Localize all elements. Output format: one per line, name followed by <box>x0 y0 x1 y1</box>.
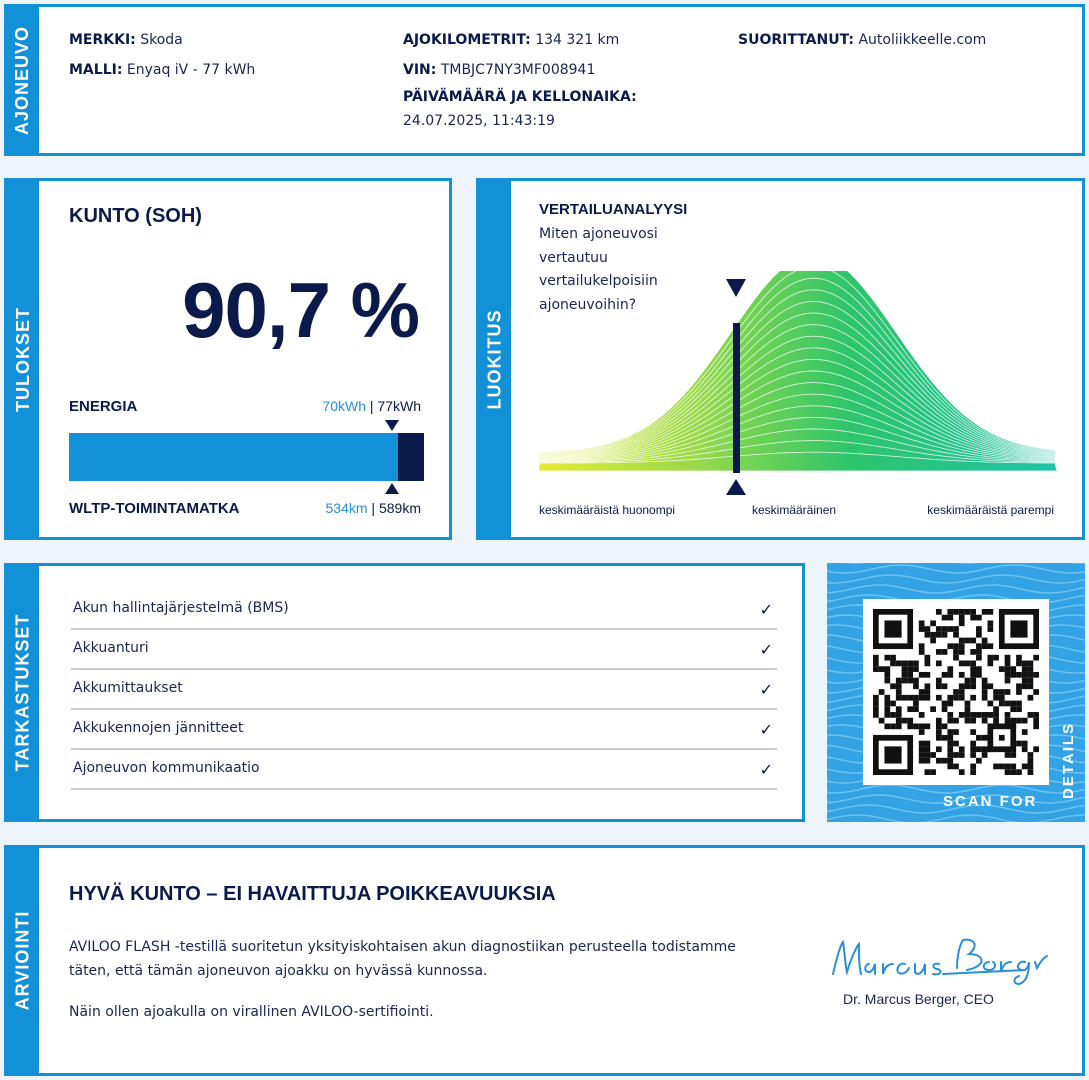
check-label: Akkukennojen jännitteet <box>73 720 244 736</box>
qr-code <box>873 609 1039 775</box>
soh-title: KUNTO (SOH) <box>69 205 202 227</box>
soh-bar-fill <box>69 433 398 481</box>
checks-section-label: TARKASTUKSET <box>12 613 33 772</box>
ranking-marker-top <box>726 279 746 297</box>
check-label: Akun hallintajärjestelmä (BMS) <box>73 600 289 616</box>
vehicle-section-label: AJONEUVO <box>12 25 33 135</box>
check-icon: ✓ <box>759 760 773 779</box>
model-field <box>69 62 255 78</box>
energy-total: 77kWh <box>377 398 421 414</box>
marker-bottom-triangle <box>385 483 399 494</box>
model-key: MALLI: <box>69 62 123 78</box>
question-line: vertautuu <box>539 249 608 266</box>
vin-key: VIN: <box>403 62 437 78</box>
vehicle-panel <box>4 4 1085 156</box>
checks-section-tab <box>7 566 39 819</box>
check-row <box>71 670 777 710</box>
signer-name: Dr. Marcus Berger, CEO <box>843 991 994 1007</box>
wave-line <box>827 815 1085 822</box>
label-below-average: keskimääräistä huonompi <box>539 503 676 517</box>
range-label: WLTP-TOIMINTAMATKA <box>69 500 240 517</box>
wave-line <box>827 575 1085 583</box>
check-icon: ✓ <box>759 640 773 659</box>
mileage-key: AJOKILOMETRIT: <box>403 32 531 48</box>
range-total: 589km <box>378 500 421 516</box>
qr-caption: SCAN FOR <box>943 793 1038 810</box>
check-label: Akkumittaukset <box>73 680 183 696</box>
soh-bar <box>69 433 424 481</box>
results-section-label: TULOKSET <box>12 306 33 412</box>
check-label: Ajoneuvon kommunikaatio <box>73 760 260 776</box>
energy-values <box>322 398 421 414</box>
certification-text: Näin ollen ajoakulla on virallinen AVILOO-sertifiointi. <box>69 1004 434 1020</box>
range-current: 534km <box>325 500 368 516</box>
check-icon: ✓ <box>759 680 773 699</box>
range-separator: | <box>367 500 379 516</box>
qr-side-caption: DETAILS <box>1060 721 1078 799</box>
label-average: keskimääräinen <box>752 503 837 517</box>
wave-line <box>827 565 1085 573</box>
check-row <box>71 710 777 750</box>
question-line: vertailukelpoisiin <box>539 273 658 289</box>
vehicle-section-tab <box>7 7 39 153</box>
wave-line <box>827 785 1085 793</box>
vin-value: TMBJC7NY3MF008941 <box>440 62 596 78</box>
check-row <box>71 750 777 790</box>
energy-separator: | <box>366 398 378 414</box>
soh-value: 90,7 % <box>182 266 419 354</box>
qr-code-frame <box>863 599 1049 785</box>
check-row <box>71 630 777 670</box>
paragraph-line: AVILOO FLASH -testillä suoritetun yksityiskohtaisen akun diagnostiikan perusteella todistamme <box>69 939 736 955</box>
ranking-title: VERTAILUANALYYSI <box>539 201 688 218</box>
results-panel <box>4 178 452 540</box>
evaluation-paragraph <box>69 935 736 983</box>
evaluation-section-tab <box>7 848 39 1073</box>
evaluation-headline: HYVÄ KUNTO – EI HAVAITTUJA POIKKEAVUUKSIA <box>69 883 556 905</box>
performed-field <box>738 32 986 48</box>
question-line: ajoneuvoihin? <box>539 296 637 313</box>
label-above-average: keskimääräistä parempi <box>927 503 1054 517</box>
ranking-marker-bottom <box>726 479 746 495</box>
wave-line <box>827 585 1085 593</box>
mileage-field <box>403 32 619 48</box>
model-value: Enyaq iV - 77 kWh <box>126 62 256 78</box>
question-line: Miten ajoneuvosi <box>539 226 658 242</box>
results-section-tab <box>7 181 39 537</box>
ranking-marker-line <box>733 323 740 473</box>
performed-value: Autoliikkeelle.com <box>858 32 987 48</box>
datetime-value: 24.07.2025, 11:43:19 <box>403 113 555 129</box>
brand-value: Skoda <box>140 32 183 48</box>
ranking-panel <box>476 178 1085 540</box>
check-label: Akkuanturi <box>73 640 149 656</box>
evaluation-section-label: ARVIOINTI <box>12 910 33 1011</box>
vin-field <box>403 62 595 78</box>
check-icon: ✓ <box>759 720 773 739</box>
mileage-value: 134 321 km <box>535 32 620 48</box>
energy-label: ENERGIA <box>69 398 138 415</box>
evaluation-panel <box>4 845 1085 1076</box>
ranking-section-label: LUOKITUS <box>484 309 505 409</box>
check-row <box>71 590 777 630</box>
distribution-curve <box>539 271 1057 496</box>
qr-side-caption-wrap <box>1055 705 1083 815</box>
datetime-key: PÄIVÄMÄÄRÄ JA KELLONAIKA: <box>403 89 637 105</box>
ranking-section-tab <box>479 181 511 537</box>
paragraph-line: täten, että tämän ajoneuvon ajoakku on hyvässä kunnossa. <box>69 963 488 979</box>
range-values <box>326 500 421 516</box>
marker-top-triangle <box>385 420 399 431</box>
qr-panel[interactable] <box>827 563 1085 822</box>
checks-panel <box>4 563 805 822</box>
signature <box>829 934 1049 986</box>
brand-field <box>69 32 183 48</box>
check-icon: ✓ <box>759 600 773 619</box>
brand-key: MERKKI: <box>69 32 136 48</box>
performed-key: SUORITTANUT: <box>738 32 854 48</box>
energy-current: 70kWh <box>322 398 366 414</box>
